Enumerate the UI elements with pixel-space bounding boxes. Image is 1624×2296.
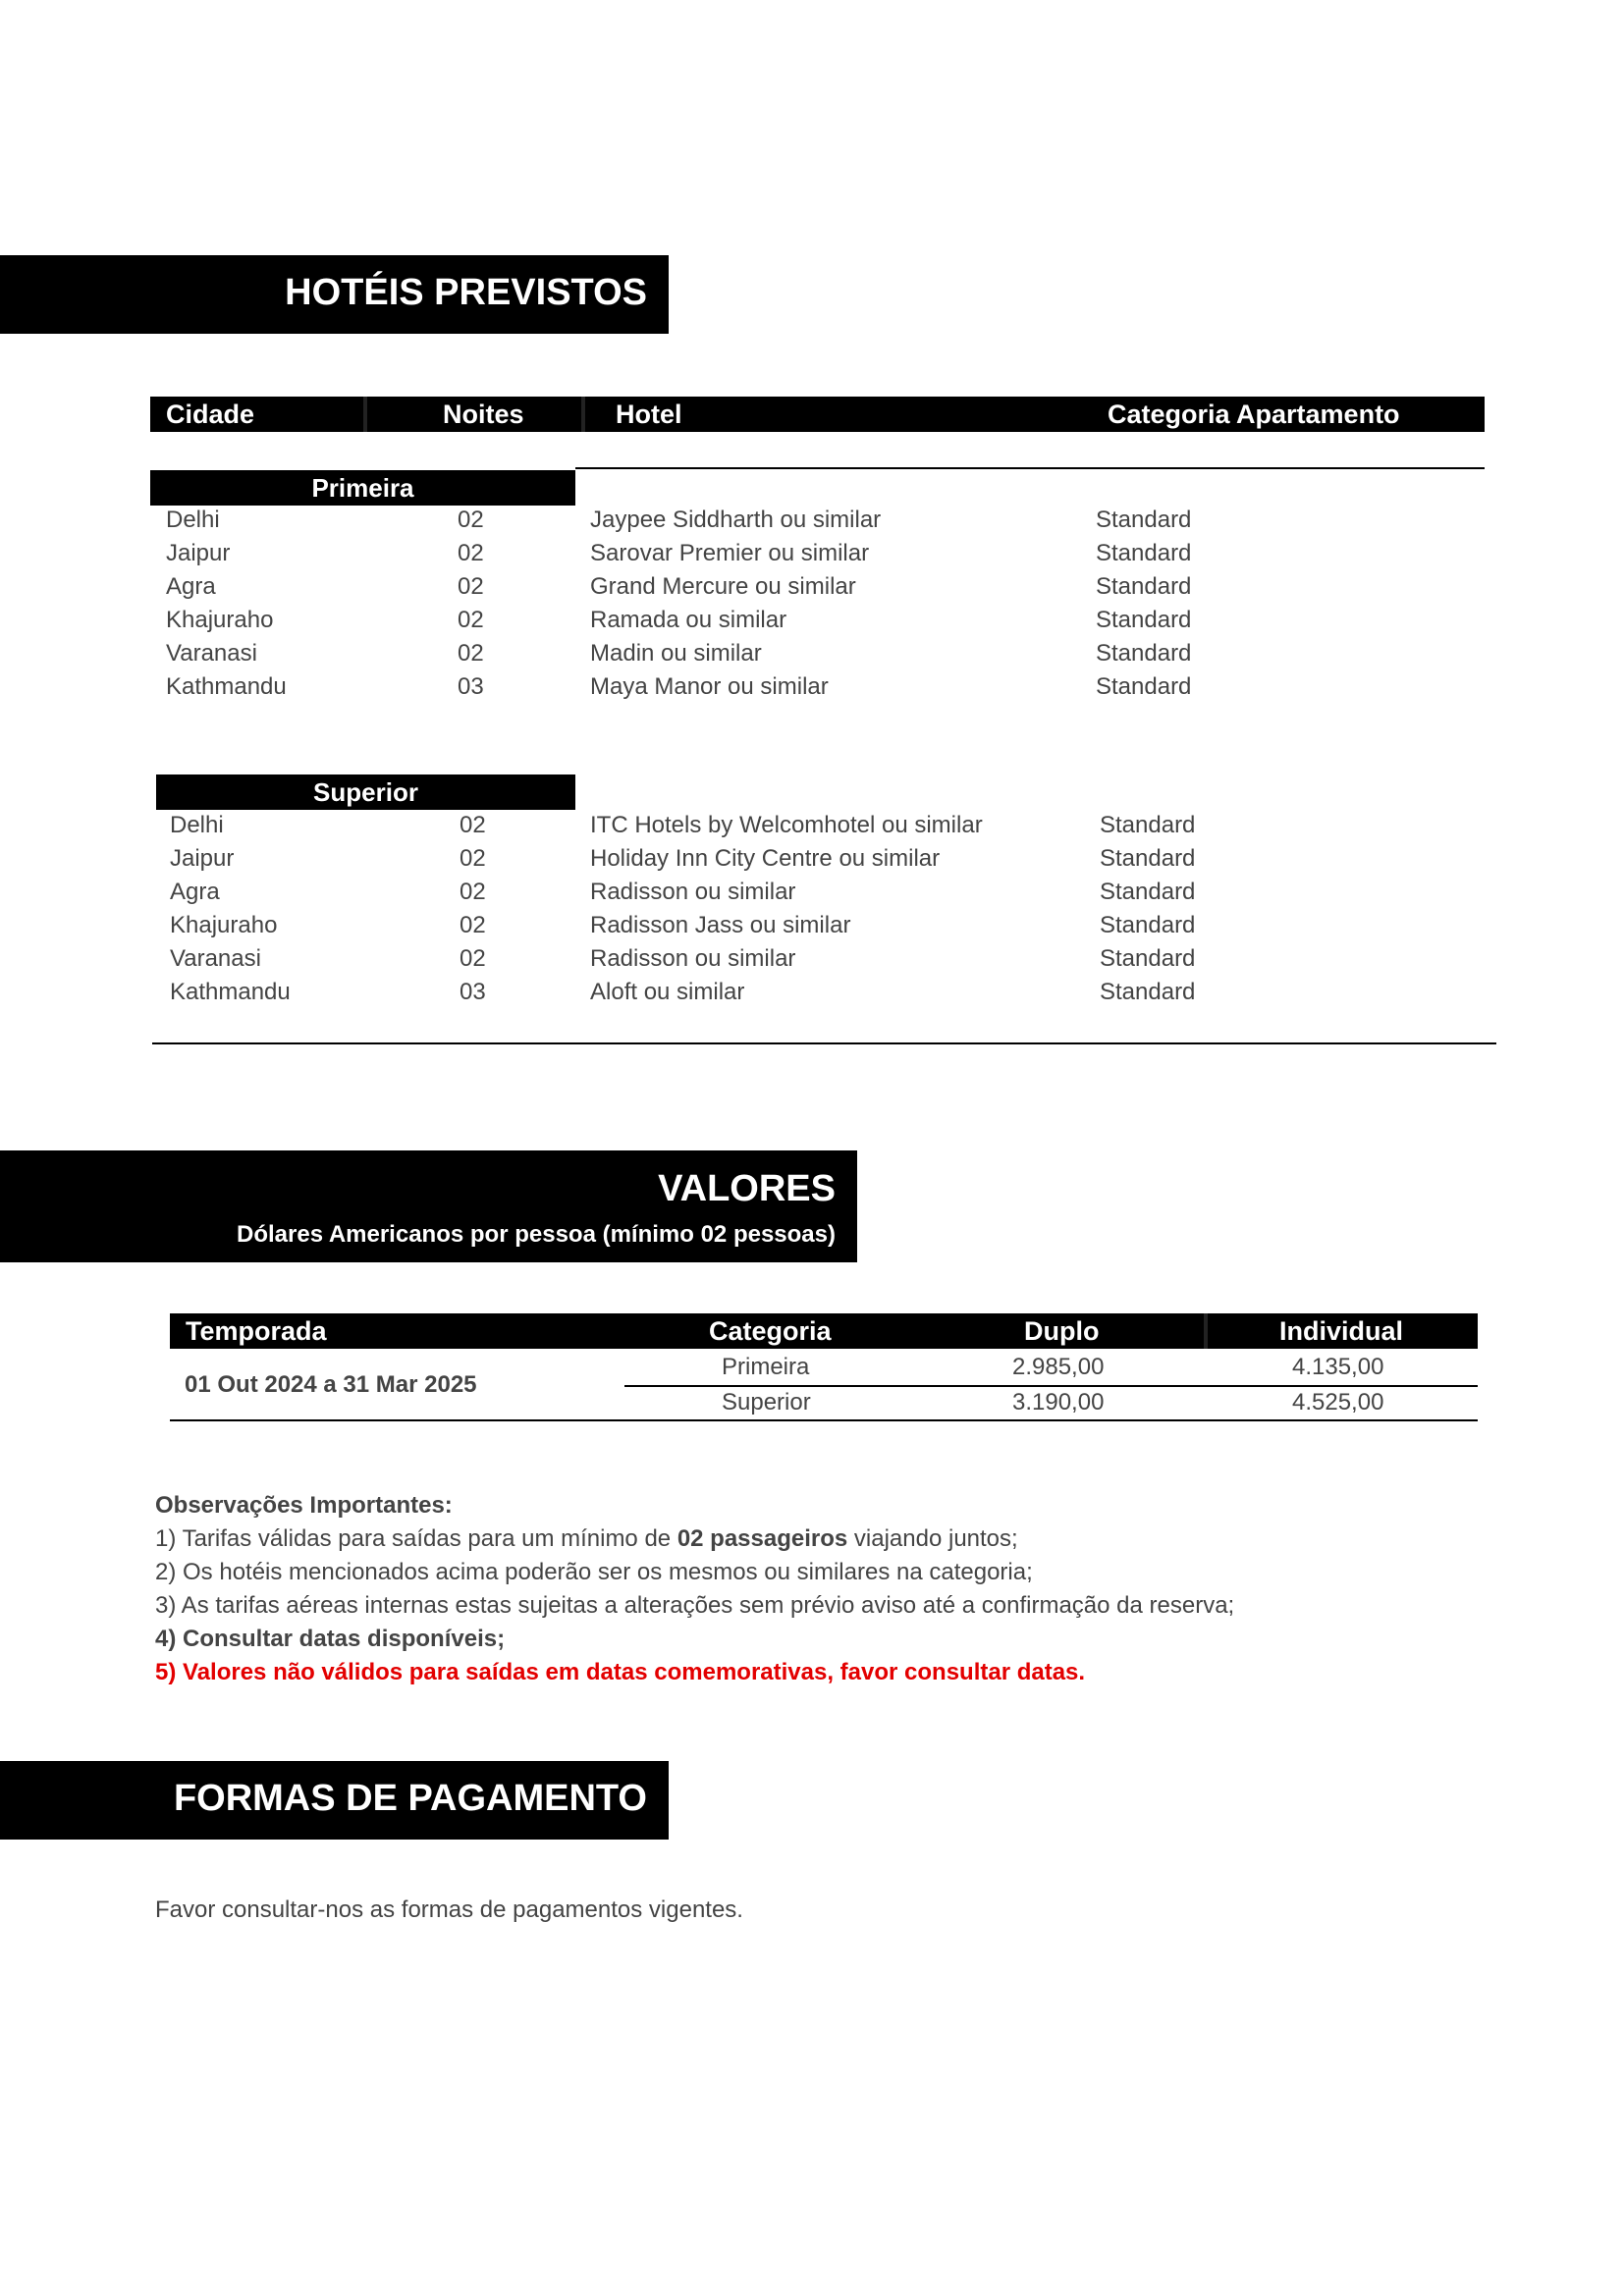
cell-categoria: Standard xyxy=(1100,979,1196,1005)
header-individual: Individual xyxy=(1279,1316,1404,1346)
header-categoria: Categoria xyxy=(709,1316,832,1346)
cell-noites: 02 xyxy=(460,879,486,905)
observacao-1-bold: 02 passageiros xyxy=(677,1525,848,1552)
temporada-label: 01 Out 2024 a 31 Mar 2025 xyxy=(185,1371,477,1398)
cell-hotel: Holiday Inn City Centre ou similar xyxy=(590,845,941,872)
cell-cidade: Kathmandu xyxy=(166,673,287,700)
cell-duplo: 3.190,00 xyxy=(1012,1389,1105,1415)
cell-cidade: Jaipur xyxy=(166,540,231,566)
group-label-superior: Superior xyxy=(156,774,575,810)
table-row xyxy=(0,912,1624,945)
table-row xyxy=(0,573,1624,607)
cell-noites: 02 xyxy=(460,945,486,972)
cell-noites: 02 xyxy=(458,507,484,533)
cell-hotel: Madin ou similar xyxy=(590,640,762,667)
cell-cidade: Khajuraho xyxy=(170,912,278,938)
cell-categoria: Standard xyxy=(1096,607,1192,633)
cell-hotel: Aloft ou similar xyxy=(590,979,745,1005)
cell-cidade: Varanasi xyxy=(166,640,257,667)
valores-row-divider xyxy=(624,1385,1478,1387)
table-row xyxy=(0,640,1624,673)
header-cidade: Cidade xyxy=(166,400,255,429)
cell-categoria: Primeira xyxy=(722,1354,810,1380)
cell-categoria: Superior xyxy=(722,1389,811,1415)
cell-categoria: Standard xyxy=(1100,912,1196,938)
cell-categoria: Standard xyxy=(1100,812,1196,838)
cell-categoria: Standard xyxy=(1096,540,1192,566)
header-noites: Noites xyxy=(443,400,524,429)
cell-hotel: Radisson Jass ou similar xyxy=(590,912,851,938)
section-banner-valores xyxy=(0,1150,857,1262)
table-row xyxy=(0,945,1624,979)
table-row xyxy=(0,607,1624,640)
table-row xyxy=(0,845,1624,879)
cell-noites: 02 xyxy=(460,912,486,938)
cell-hotel: Radisson ou similar xyxy=(590,879,796,905)
table-row xyxy=(0,812,1624,845)
group-top-line-primeira xyxy=(575,467,1485,469)
cell-noites: 02 xyxy=(458,573,484,600)
header-divider-1 xyxy=(363,397,367,432)
group-label-primeira: Primeira xyxy=(150,470,575,506)
table-row xyxy=(0,507,1624,540)
observacao-5: 5) Valores não válidos para saídas em datas comemorativas, favor consultar datas. xyxy=(155,1659,1086,1685)
observacao-3: 3) As tarifas aéreas internas estas sujeitas a alterações sem prévio aviso até a confirmação da reserva; xyxy=(155,1592,1235,1619)
observacao-1-post: viajando juntos; xyxy=(847,1525,1018,1552)
observacoes-title: Observações Importantes: xyxy=(155,1492,453,1519)
section-banner-hoteis xyxy=(0,255,669,334)
valores-table-bottom-line xyxy=(170,1419,1478,1421)
header-temporada: Temporada xyxy=(186,1316,327,1346)
header-divider-2 xyxy=(581,397,585,432)
header-duplo: Duplo xyxy=(1024,1316,1100,1346)
hotel-table-bottom-line xyxy=(152,1042,1496,1044)
cell-hotel: ITC Hotels by Welcomhotel ou similar xyxy=(590,812,983,838)
cell-categoria: Standard xyxy=(1096,507,1192,533)
cell-cidade: Delhi xyxy=(166,507,220,533)
table-row xyxy=(0,879,1624,912)
cell-noites: 02 xyxy=(460,812,486,838)
cell-cidade: Agra xyxy=(170,879,220,905)
cell-hotel: Grand Mercure ou similar xyxy=(590,573,856,600)
cell-cidade: Agra xyxy=(166,573,216,600)
header-hotel: Hotel xyxy=(616,400,682,429)
cell-cidade: Varanasi xyxy=(170,945,261,972)
cell-noites: 02 xyxy=(460,845,486,872)
header-divider-3 xyxy=(1204,1313,1208,1349)
observacao-1 xyxy=(155,1525,1018,1553)
observacao-2: 2) Os hotéis mencionados acima poderão ser os mesmos ou similares na categoria; xyxy=(155,1559,1033,1585)
cell-duplo: 2.985,00 xyxy=(1012,1354,1105,1380)
cell-cidade: Delhi xyxy=(170,812,224,838)
section-subtitle-valores: Dólares Americanos por pessoa (mínimo 02 pessoas) xyxy=(237,1221,836,1248)
cell-hotel: Maya Manor ou similar xyxy=(590,673,829,700)
cell-categoria: Standard xyxy=(1096,573,1192,600)
cell-categoria: Standard xyxy=(1096,673,1192,700)
observacao-4: 4) Consultar datas disponíveis; xyxy=(155,1626,506,1652)
cell-hotel: Jaypee Siddharth ou similar xyxy=(590,507,882,533)
cell-noites: 02 xyxy=(458,607,484,633)
cell-hotel: Ramada ou similar xyxy=(590,607,787,633)
cell-hotel: Sarovar Premier ou similar xyxy=(590,540,870,566)
table-row xyxy=(0,979,1624,1012)
valores-table-header xyxy=(170,1313,1478,1349)
cell-noites: 02 xyxy=(458,540,484,566)
cell-individual: 4.135,00 xyxy=(1292,1354,1384,1380)
cell-cidade: Kathmandu xyxy=(170,979,291,1005)
table-row xyxy=(0,540,1624,573)
cell-categoria: Standard xyxy=(1096,640,1192,667)
observacao-1-text: 1) Tarifas válidas para saídas para um mínimo de xyxy=(155,1525,677,1552)
cell-categoria: Standard xyxy=(1100,945,1196,972)
cell-noites: 03 xyxy=(460,979,486,1005)
section-title-hoteis: HOTÉIS PREVISTOS xyxy=(285,272,647,313)
table-row xyxy=(0,673,1624,707)
cell-cidade: Jaipur xyxy=(170,845,235,872)
cell-noites: 03 xyxy=(458,673,484,700)
section-banner-pagamento xyxy=(0,1761,669,1840)
cell-noites: 02 xyxy=(458,640,484,667)
cell-individual: 4.525,00 xyxy=(1292,1389,1384,1415)
section-title-pagamento: FORMAS DE PAGAMENTO xyxy=(173,1778,647,1819)
hotel-table-header xyxy=(150,397,1485,432)
cell-hotel: Radisson ou similar xyxy=(590,945,796,972)
pagamento-text: Favor consultar-nos as formas de pagamentos vigentes. xyxy=(155,1896,743,1923)
section-title-valores: VALORES xyxy=(658,1168,836,1209)
cell-categoria: Standard xyxy=(1100,879,1196,905)
cell-cidade: Khajuraho xyxy=(166,607,274,633)
header-categoria-apartamento: Categoria Apartamento xyxy=(1108,400,1400,429)
cell-categoria: Standard xyxy=(1100,845,1196,872)
